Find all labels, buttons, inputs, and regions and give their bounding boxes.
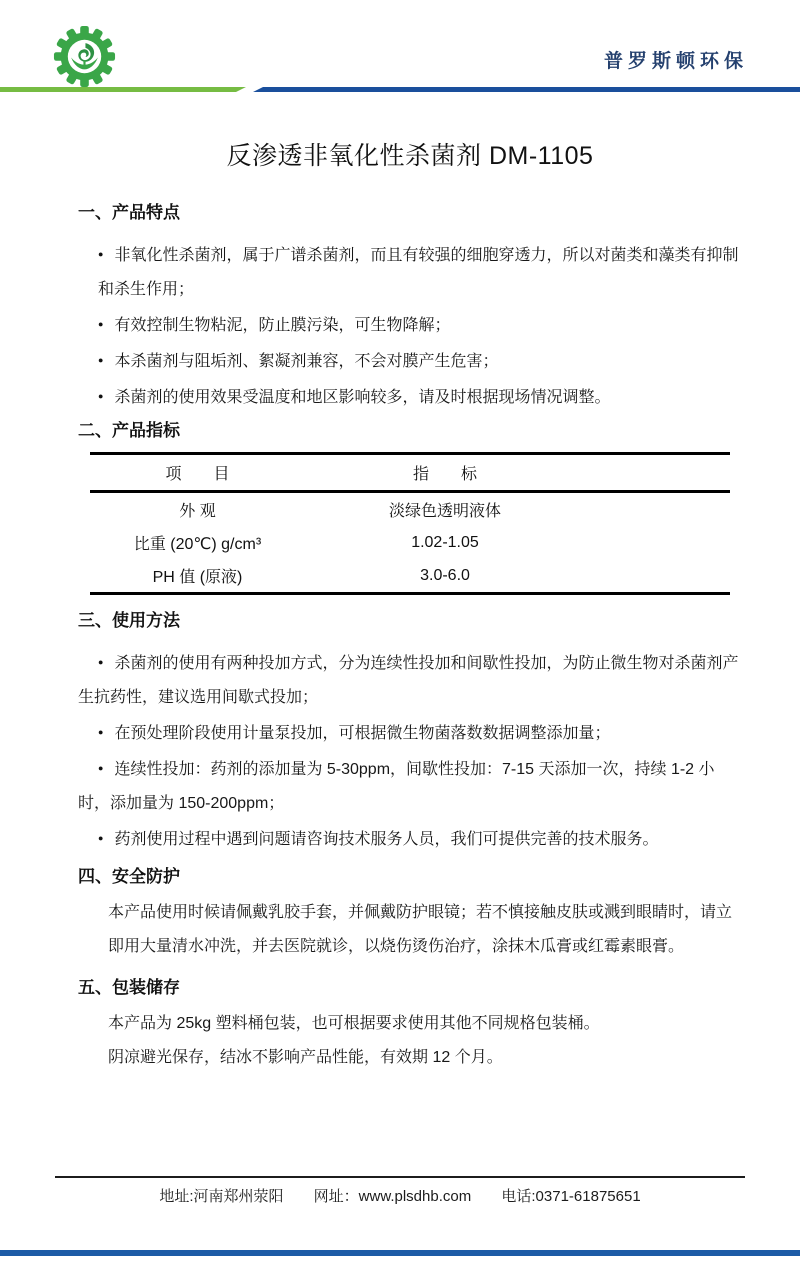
document-title: 反渗透非氧化性杀菌剂 DM-1105 — [226, 142, 594, 170]
footer-phone: 电话:0371-61875651 — [501, 1188, 641, 1205]
list-item: ● 在预处理阶段使用计量泵投加，可根据微生物菌落数数据调整添加量； — [78, 715, 742, 751]
footer-divider — [55, 1176, 745, 1178]
section-heading-packaging: 五、包装储存 — [78, 978, 180, 997]
spec-item-density: 比重 (20℃) g/cm³ — [133, 536, 262, 553]
packaging-paragraphs — [78, 1007, 742, 1075]
column-header-spec: 指 标 — [305, 454, 730, 492]
list-item: ● 非氧化性杀菌剂，属于广谱杀菌剂，而且有较强的细胞穿透力，所以对菌类和藻类有抑制和杀生作用； — [98, 237, 742, 307]
spec-item-appearance: 外 观 — [179, 502, 216, 520]
list-item: ● 本杀菌剂与阻垢剂、絮凝剂兼容，不会对膜产生危害； — [98, 343, 742, 379]
gear-plant-logo-icon — [53, 25, 116, 88]
spec-table — [90, 452, 730, 595]
table-row — [90, 492, 730, 526]
section-heading-safety: 四、安全防护 — [78, 867, 180, 886]
table-row — [90, 560, 730, 594]
list-item: ● 连续性投加：药剂的添加量为 5-30ppm，间歇性投加：7-15 天添加一次，持续 1-2 小时，添加量为 150-200ppm； — [78, 751, 742, 821]
footer-contact — [0, 1185, 800, 1209]
list-item: ● 杀菌剂的使用效果受温度和地区影响较多，请及时根据现场情况调整。 — [98, 379, 742, 415]
header-rule-green — [0, 87, 246, 92]
spec-table-header-row — [90, 454, 730, 492]
section-heading-product-specs: 二、产品指标 — [78, 421, 180, 440]
paragraph: 阴凉避光保存，结冰不影响产品性能，有效期 12 个月。 — [108, 1049, 503, 1066]
header-rule-blue — [253, 87, 800, 92]
product-features-list — [78, 237, 742, 415]
list-item: ● 杀菌剂的使用有两种投加方式，分为连续性投加和间歇性投加，为防止微生物对杀菌剂产生抗药性，建议选用间歇式投加； — [78, 645, 742, 715]
column-header-item: 项 目 — [90, 454, 305, 492]
usage-list — [78, 645, 742, 857]
footer-website: 网址：www.plsdhb.com — [313, 1188, 472, 1205]
section-heading-product-features: 一、产品特点 — [78, 203, 180, 222]
paragraph: 本产品为 25kg 塑料桶包装，也可根据要求使用其他不同规格包装桶。 — [108, 1015, 600, 1032]
paragraph: 本产品使用时候请佩戴乳胶手套，并佩戴防护眼镜；若不慎接触皮肤或溅到眼睛时，请立即用大量清水冲洗，并去医院就诊，以烧伤烫伤治疗，涂抹木瓜膏或红霉素眼膏。 — [108, 904, 733, 955]
spec-value-ph: 3.0-6.0 — [420, 566, 470, 584]
document-body — [0, 93, 800, 1075]
table-row — [90, 526, 730, 560]
footer-accent-bar — [0, 1250, 800, 1256]
spec-item-ph: PH 值 (原液) — [152, 569, 243, 587]
company-name: 普罗斯顿环保 — [603, 51, 748, 72]
list-item: ● 药剂使用过程中遇到问题请咨询技术服务人员，我们可提供完善的技术服务。 — [78, 821, 742, 857]
footer-address: 地址:河南郑州荥阳 — [159, 1188, 284, 1205]
page-header — [0, 0, 800, 93]
section-heading-usage: 三、使用方法 — [78, 611, 180, 630]
list-item: ● 有效控制生物粘泥，防止膜污染，可生物降解； — [98, 307, 742, 343]
safety-paragraphs — [78, 896, 742, 964]
spec-value-appearance: 淡绿色透明液体 — [388, 502, 501, 520]
spec-value-density: 1.02-1.05 — [411, 533, 479, 551]
